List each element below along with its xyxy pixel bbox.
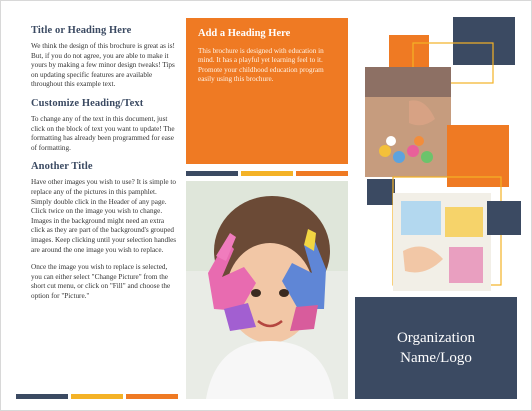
collage-shapes [355, 1, 532, 297]
callout-title: Add a Heading Here [198, 28, 291, 39]
paragraph-intro: We think the design of this brochure is great as is! But, if you do not agree, you are able to make it yours by making a few minor design tweaks! Tips on updating specific features are available throughout this example text. [31, 42, 175, 89]
middle-bars [186, 171, 348, 176]
bar-orange [296, 171, 348, 176]
left-bottom-bars [16, 394, 178, 399]
bar-navy [186, 171, 238, 176]
left-column [31, 25, 179, 309]
callout-body: This brochure is designed with education in mind. It has a playful yet learning feel to it. Promote your childhood education program easily using this brochure. [198, 47, 324, 84]
child-painted-hands-photo [186, 181, 348, 399]
organization-logo-box [355, 297, 517, 399]
heading-another: Another Title [31, 161, 93, 173]
right-collage [355, 1, 532, 297]
paragraph-customize: To change any of the text in this document, just click on the block of text you want to update! The formatting has already been programmed for ease of formatting. [31, 114, 175, 152]
paragraph-replace: Once the image you wish to replace is selected, you can either select "Change Picture" from the short cut menu, or click on "Fill" and choose the option for "Picture." [31, 263, 171, 300]
bar-yellow [71, 394, 123, 399]
heading-customize: Customize Heading/Text [31, 97, 144, 109]
heading-title: Title or Heading Here [31, 25, 132, 36]
bar-navy [16, 394, 68, 399]
paragraph-images: Have other images you wish to use? It is simple to replace any of the pictures in this pamphlet. Simply double click in the Header of any page. Click twice on the image you wish to change. Images in the background might need an extra click as they are part of the background's grouped images. Keep clicking until your selection handles are around the one image you wish to replace. [31, 178, 177, 254]
bar-orange [126, 394, 178, 399]
org-name-line2: Name/Logo [400, 350, 472, 366]
org-name-line1: Organization [396, 330, 476, 346]
heading-callout-box [186, 18, 348, 164]
bar-yellow [241, 171, 293, 176]
